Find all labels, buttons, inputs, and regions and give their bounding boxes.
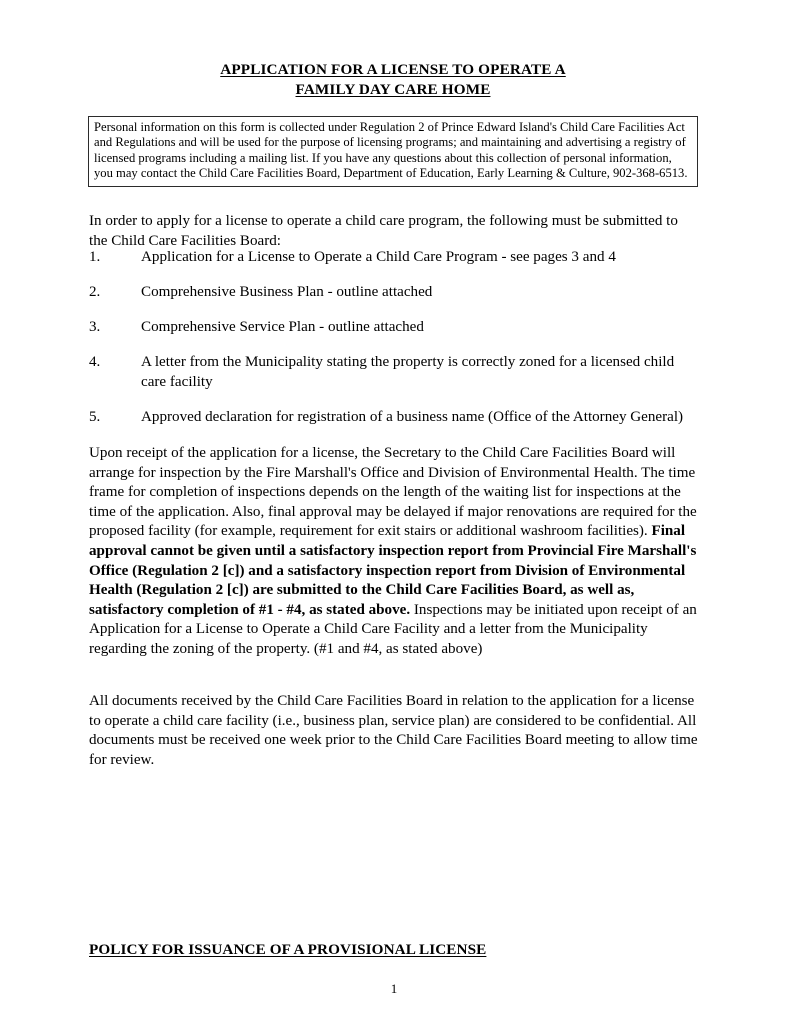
privacy-notice-text: Personal information on this form is collected under Regulation 2 of Prince Edward Island's Child Care Facilities Act and Regulations and will be used for the purpose of licensing programs; and maintaining and advertising a registry of licensed programs including a mailing list. If you have any questions about this collection of personal information, you may contact the Child Care Facilities Board, Department of Education, Early Learning & Culture, 902-368-6513. <box>94 120 688 181</box>
intro-paragraph-container <box>89 212 698 251</box>
confidentiality-paragraph: All documents received by the Child Care Facilities Board in relation to the application for a license to operate a child care facility (i.e., business plan, service plan) are considered to be confidential. All documents must be received one week prior to the Child Care Facilities Board meeting to allow time for review. <box>89 693 698 768</box>
privacy-notice-box <box>88 116 698 187</box>
list-item <box>89 318 698 338</box>
list-item-number: 2. <box>89 284 101 301</box>
receipt-text-emphasis: Final approval cannot be given until a satisfactory inspection report from Provincial Fire Marshall's Office (Regulation 2 [c]) and a satisfactory inspection report from Division of Environmental Health (Regulation 2 [c]) are submitted to the Child Care Facilities Board, as well as, satisfactory completion of #1 - #4, as stated above. <box>89 523 697 618</box>
list-item <box>89 353 698 392</box>
page-number: 1 <box>390 981 398 996</box>
list-item-text: A letter from the Municipality stating the property is correctly zoned for a licensed child care facility <box>141 354 675 390</box>
list-item <box>89 248 698 268</box>
list-item-number: 1. <box>89 249 101 265</box>
confidentiality-paragraph-container <box>89 692 698 770</box>
list-item-number: 3. <box>89 319 101 336</box>
title-line-2: FAMILY DAY CARE HOME <box>295 80 491 98</box>
list-item-text: Approved declaration for registration of a business name (Office of the Attorney General) <box>141 408 684 425</box>
list-item <box>89 408 698 428</box>
list-item <box>89 283 698 303</box>
section-heading-provisional-license: POLICY FOR ISSUANCE OF A PROVISIONAL LICENSE <box>89 941 487 958</box>
document-title <box>89 60 697 99</box>
list-item-text: Application for a License to Operate a Child Care Program - see pages 3 and 4 <box>141 249 616 265</box>
list-item-number: 4. <box>89 354 101 371</box>
requirements-list <box>89 248 698 428</box>
intro-paragraph: In order to apply for a license to operate a child care program, the following must be submitted to the Child Care Facilities Board: <box>89 213 678 249</box>
receipt-paragraph-container <box>89 444 698 660</box>
list-item-number: 5. <box>89 408 101 425</box>
receipt-paragraph <box>89 444 698 660</box>
receipt-text-part-3: Inspections may be initiated upon receipt of an Application for a License to Operate a Child Care Facility and a letter from the Municipality regarding the zoning of the property. (#1 and #4, as stated above) <box>89 601 697 657</box>
title-line-1: APPLICATION FOR A LICENSE TO OPERATE A <box>220 61 566 78</box>
list-item-text: Comprehensive Business Plan - outline attached <box>141 284 433 301</box>
list-item-text: Comprehensive Service Plan - outline attached <box>141 319 424 336</box>
receipt-text-part-1: Upon receipt of the application for a license, the Secretary to the Child Care Facilities Board will arrange for inspection by the Fire Marshall's Office and Division of Environmental Health. The time frame for completion of inspections depends on the length of the waiting list for inspections at the time of the application. Also, final approval may be delayed if major renovations are required for the proposed facility (for example, requirement for exit stairs or additional washroom facilities). <box>89 445 697 540</box>
